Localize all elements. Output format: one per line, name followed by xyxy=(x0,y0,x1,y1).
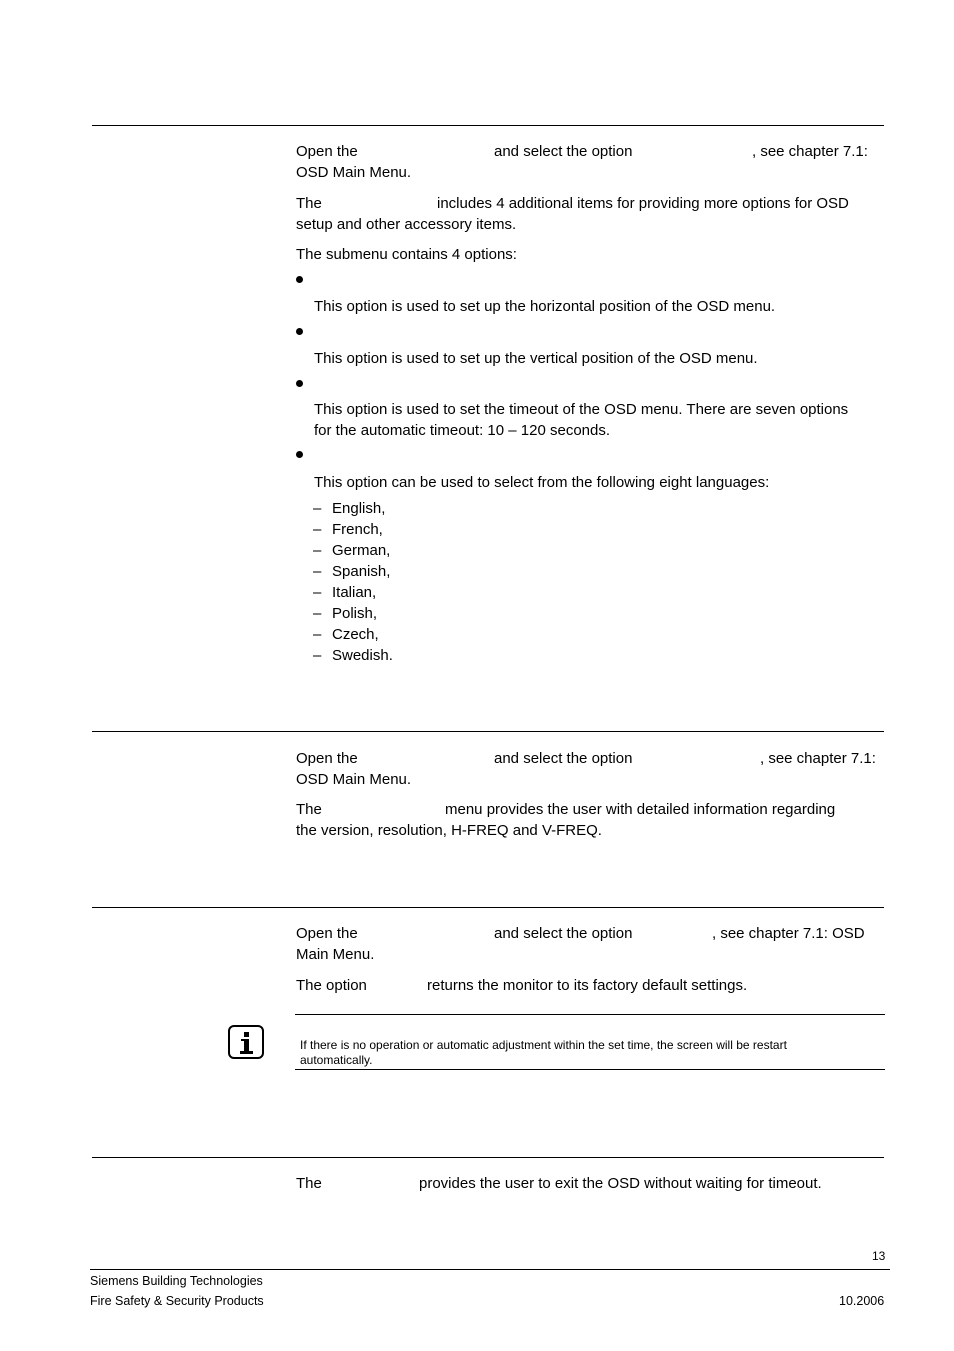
option-description: This option is used to set up the vertical position of the OSD menu. xyxy=(314,350,758,367)
list-dash: – xyxy=(313,521,322,538)
bullet-point xyxy=(296,451,303,458)
list-item: Italian, xyxy=(332,584,377,601)
text-line: OSD Main Menu. xyxy=(296,164,412,181)
footer-date: 10.2006 xyxy=(839,1294,885,1308)
list-item: Swedish. xyxy=(332,647,393,664)
text-segment: The xyxy=(296,195,322,212)
list-dash: – xyxy=(313,626,322,643)
text-segment: and select the option xyxy=(494,750,633,767)
option-description: for the automatic timeout: 10 – 120 seconds. xyxy=(314,422,611,439)
note-text: If there is no operation or automatic adjustment within the set time, the screen will be restart xyxy=(300,1038,787,1052)
list-dash: – xyxy=(313,500,322,517)
text-line: setup and other accessory items. xyxy=(296,216,517,233)
option-description: This option is used to set the timeout of the OSD menu. There are seven options xyxy=(314,401,849,418)
bullet-point xyxy=(296,328,303,335)
text-line: The submenu contains 4 options: xyxy=(296,246,517,263)
text-segment: includes 4 additional items for providing more options for OSD xyxy=(437,195,849,212)
bullet-point xyxy=(296,276,303,283)
text-segment: , see chapter 7.1: xyxy=(752,143,868,160)
section-divider xyxy=(92,1157,884,1158)
list-dash: – xyxy=(313,563,322,580)
option-description: This option can be used to select from the following eight languages: xyxy=(314,474,770,491)
list-item: French, xyxy=(332,521,383,538)
text-line: OSD Main Menu. xyxy=(296,771,412,788)
text-segment: Open the xyxy=(296,143,358,160)
list-item: Polish, xyxy=(332,605,378,622)
text-segment: Open the xyxy=(296,750,358,767)
info-icon xyxy=(228,1025,264,1059)
text-segment: provides the user to exit the OSD without waiting for timeout. xyxy=(419,1175,822,1192)
text-segment: , see chapter 7.1: OSD xyxy=(712,925,865,942)
note-bottom-rule xyxy=(295,1069,885,1070)
footer-company: Siemens Building Technologies xyxy=(90,1274,263,1288)
text-segment: Open the xyxy=(296,925,358,942)
section-divider xyxy=(92,907,884,908)
list-dash: – xyxy=(313,584,322,601)
text-segment: returns the monitor to its factory default settings. xyxy=(427,977,748,994)
option-description: This option is used to set up the horizontal position of the OSD menu. xyxy=(314,298,776,315)
text-segment: , see chapter 7.1: xyxy=(760,750,876,767)
section-divider xyxy=(92,125,884,126)
text-segment: and select the option xyxy=(494,143,633,160)
text-segment: The option xyxy=(296,977,367,994)
text-segment: The xyxy=(296,801,322,818)
list-dash: – xyxy=(313,647,322,664)
list-item: Czech, xyxy=(332,626,379,643)
text-segment: The xyxy=(296,1175,322,1192)
text-segment: and select the option xyxy=(494,925,633,942)
list-item: English, xyxy=(332,500,386,517)
list-dash: – xyxy=(313,605,322,622)
note-text: automatically. xyxy=(300,1053,373,1067)
page-number: 13 xyxy=(872,1249,886,1263)
note-top-rule xyxy=(295,1014,885,1015)
text-line: Main Menu. xyxy=(296,946,375,963)
section-divider xyxy=(92,731,884,732)
list-dash: – xyxy=(313,542,322,559)
bullet-point xyxy=(296,380,303,387)
list-item: Spanish, xyxy=(332,563,391,580)
footer-division: Fire Safety & Security Products xyxy=(90,1294,264,1308)
text-segment: menu provides the user with detailed information regarding xyxy=(445,801,836,818)
text-line: the version, resolution, H-FREQ and V-FREQ. xyxy=(296,822,602,839)
footer-rule xyxy=(90,1269,890,1270)
list-item: German, xyxy=(332,542,391,559)
